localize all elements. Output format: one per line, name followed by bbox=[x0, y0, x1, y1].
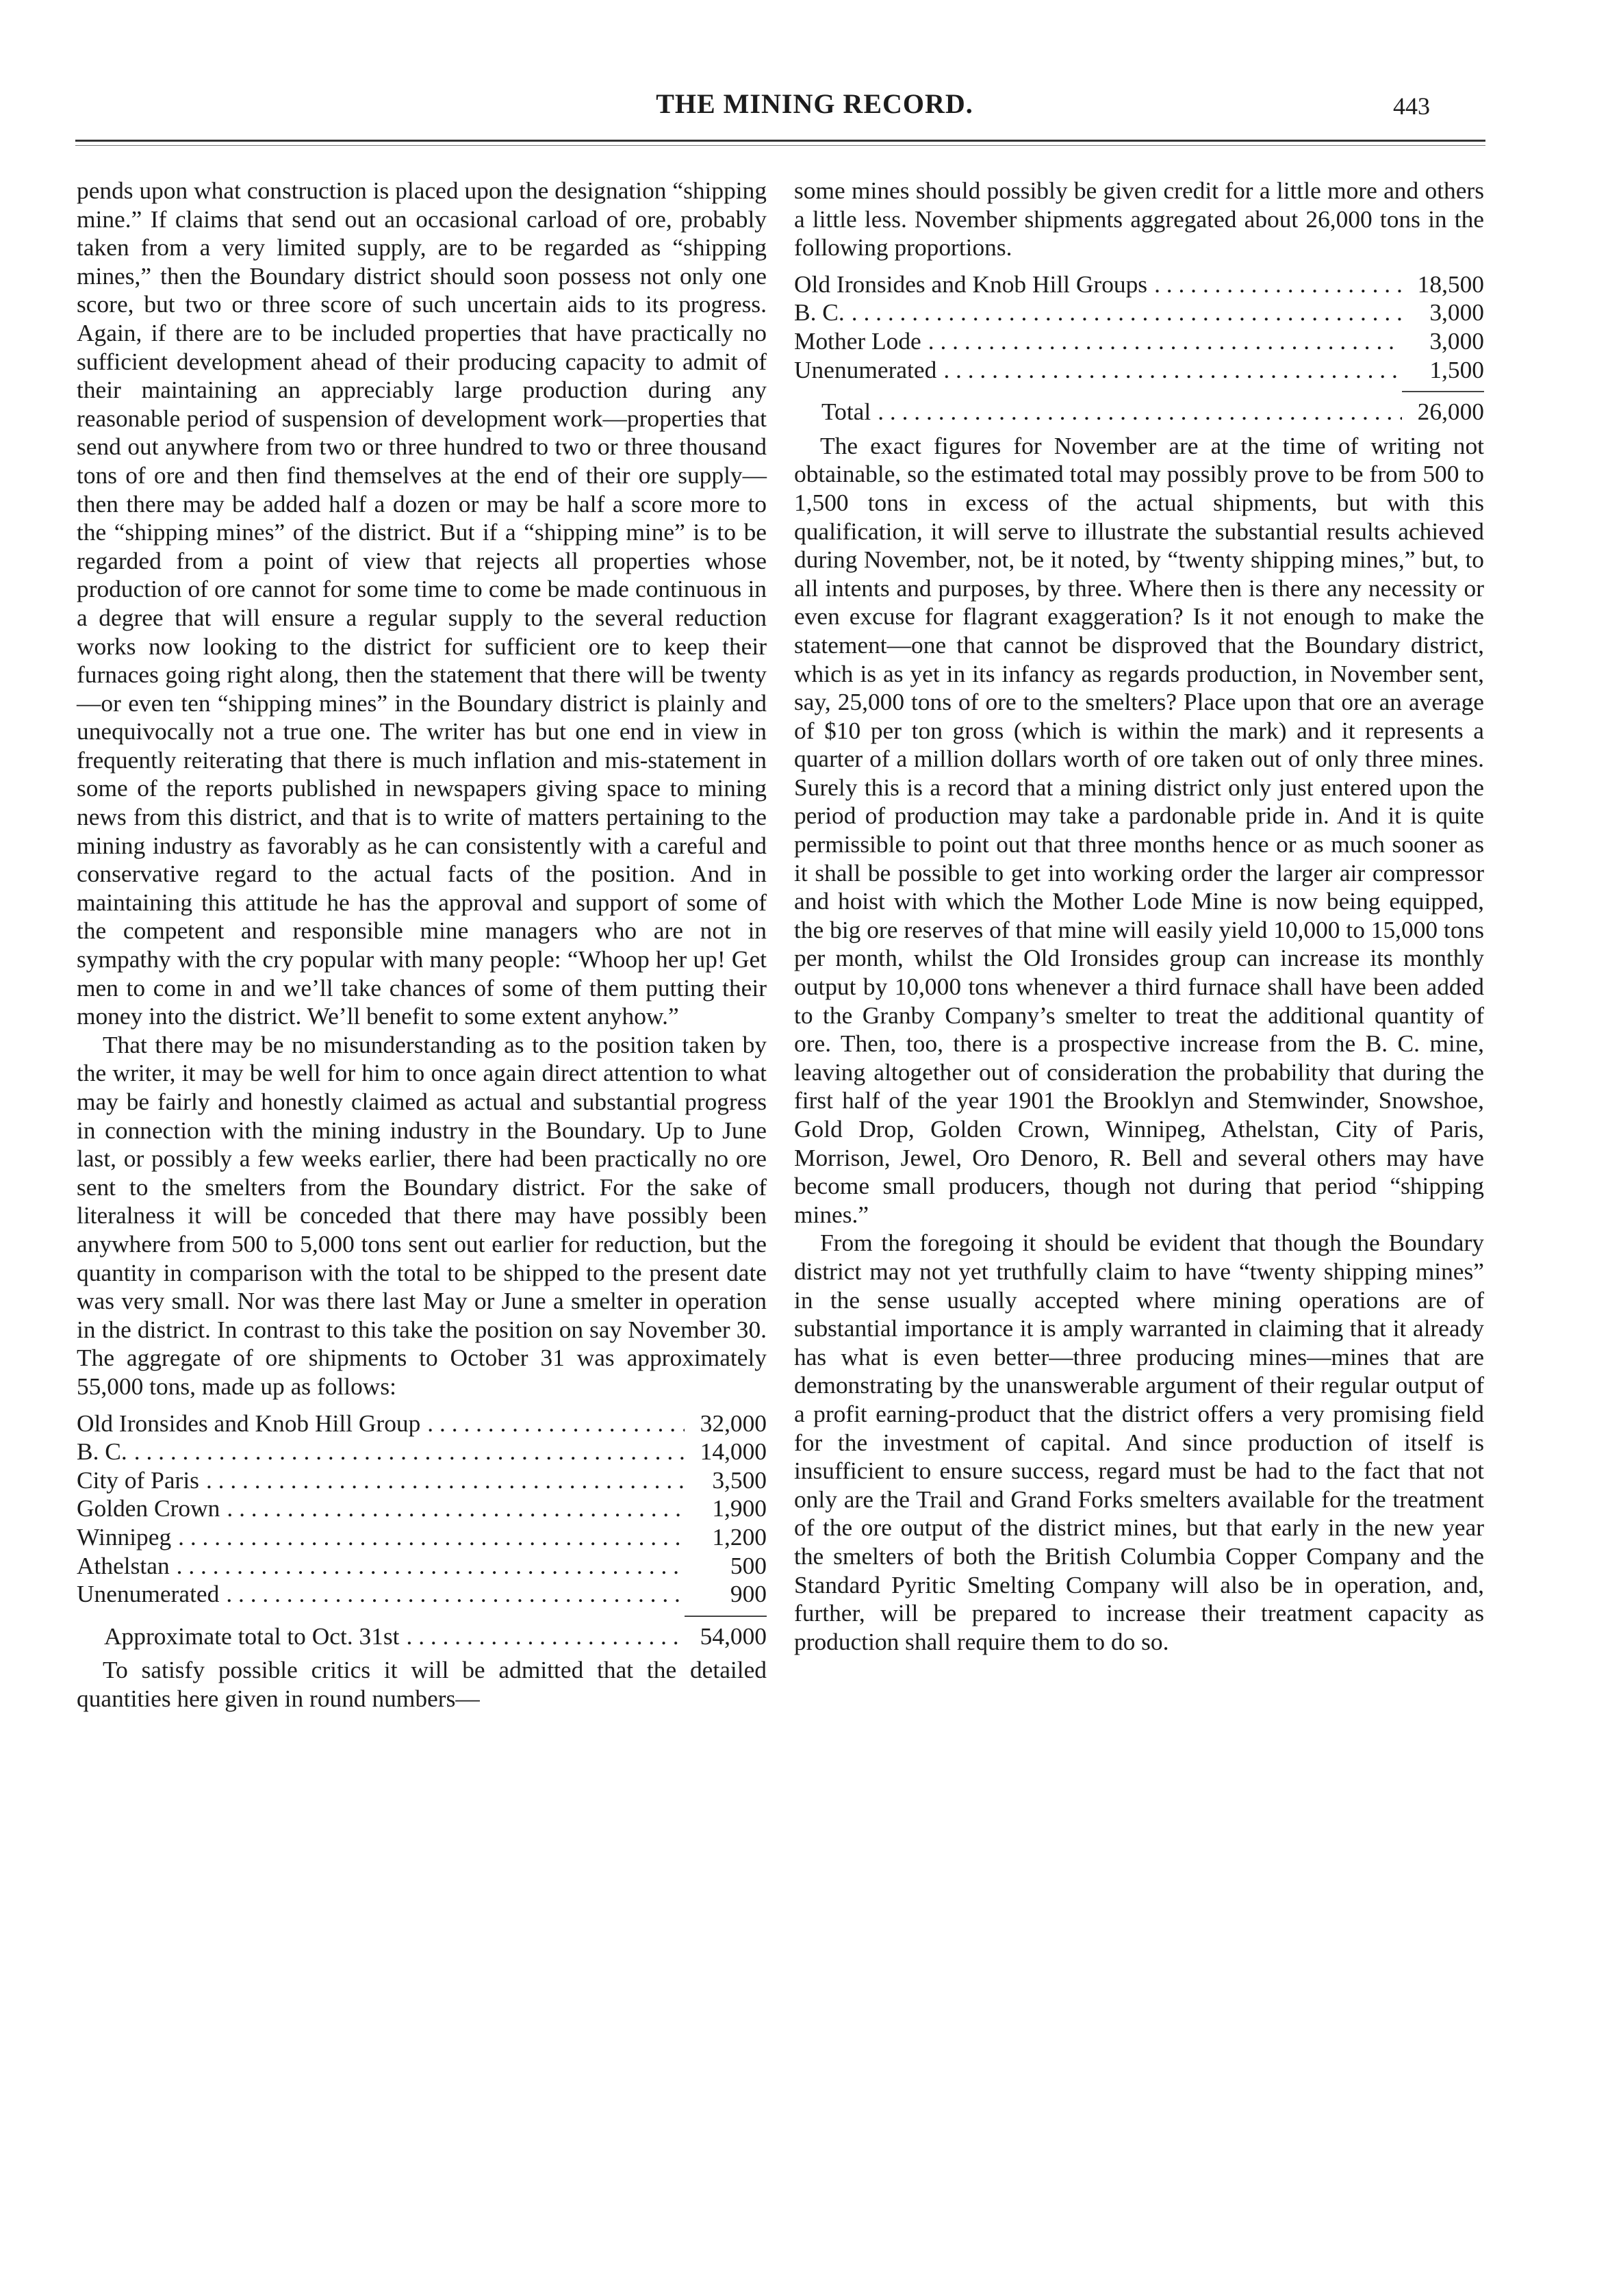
shipments-to-october-table bbox=[77, 1410, 767, 1651]
header-rule-thin bbox=[75, 145, 1485, 146]
table-row bbox=[77, 1523, 767, 1552]
right-paragraph-2: The exact figures for November are at the time of writing not obtainable, so the estimated total may possibly prove to be from 500 to 1,500 tons in excess of the actual shipments, but with this qualification, it will serve to illustrate the substantial results achieved during November, not, be it noted, by “twenty shipping mines,” but, to all intents and purposes, by three. Where then is there any necessity or even excuse for flagrant exaggeration? Is it not enough to make the statement—one that cannot be disproved that the Boundary district, which is as yet in its infancy as regards production, in November sent, say, 25,000 tons of ore to the smelters? Place upon that ore an average of $10 per ton gross (which is within the mark) and it represents a quarter of a million dollars worth of ore taken out of only three mines. Surely this is a record that a mining district only just entered upon the period of production may take a pardonable pride in. And it is quite permissible to point out that three months hence or as much sooner as it shall be possible to get into working order the larger air compressor and hoist with which the Mother Lode Mine is now being equipped, the big ore reserves of that mine will easily yield 10,000 to 15,000 tons per month, whilst the Old Ironsides group can increase its monthly output by 10,000 tons whenever a third furnace shall have been added to the Granby Company’s smelter to treat the additional quantity of ore. Then, too, there is a prospective increase from the B. C. mine, leaving altogether out of consideration the probability that during the first half of the year 1901 the Brooklyn and Stemwinder, Snowshoe, Gold Drop, Golden Crown, Winnipeg, Athelstan, City of Paris, Morrison, Jewel, Oro Denoro, R. Bell and several others may have become small producers, though not during that period “shipping mines.” bbox=[794, 431, 1484, 1228]
left-paragraph-1: pends upon what construction is placed upon the designation “shipping mine.” If claims that send out an occasional carload of ore, probably taken from a very limited supply, are to be regarded as “shipping mines,” then the Boundary district should soon possess not only one score, but two or three score of such uncertain aids to its progress. Again, if there are to be included properties that have practically no sufficient development ahead of their producing capacity to admit of their maintaining an appreciably large production during any reasonable period of suspension of development work—properties that send out anywhere from two or three hundred to two or three thousand tons of ore and then find themselves at the end of their ore supply—then there may be added half a dozen or may be half a score more to the “shipping mines” of the district. But if a “shipping mine” is to be regarded from a point of view that rejects all properties whose production of ore cannot for some time to come be made continuous in a degree that will ensure a regular supply to the several reduction works now looking to the district for sufficient ore to keep their furnaces going right along, then the statement that there will be twenty—or even ten “shipping mines” in the Boundary district is plainly and unequivocally not a true one. The writer has but one end in view in frequently reiterating that there is much inflation and mis-statement in some of the reports published in newspapers giving space to mining news from this district, and that is to write of matters pertaining to the mining industry as favorably as he can consistently with a careful and conservative regard to the actual facts of the position. And in maintaining this attitude he has the approval and support of some of the competent and responsible mine managers who are not in sympathy with the cry popular with many people: “Whoop her up! Get men to come in and we’ll take chances of some of them putting their money into the district. We’ll benefit to some extent anyhow.” bbox=[77, 177, 767, 1030]
mine-name: Winnipeg bbox=[77, 1522, 172, 1551]
total-rule bbox=[1402, 391, 1484, 392]
tonnage: 3,000 bbox=[1429, 298, 1484, 327]
journal-title: THE MINING RECORD. bbox=[656, 88, 973, 119]
left-paragraph-2: That there may be no misunderstanding as to the position taken by the writer, it may be well for him to once again direct attention to what may be fairly and honestly claimed as actual and substantial progress in connection with the mining industry in the Boundary. Up to June last, or possibly a few weeks earlier, there had been practically no ore sent to the smelters from the Boundary district. For the sake of literalness it will be conceded that there may have possibly been anywhere from 500 to 5,000 tons sent out earlier for reduction, but the quantity in comparison with the total to be shipped to the present date was very small. Nor was there last May or June a smelter in operation in the district. In contrast to this take the position on say November 30. The aggregate of ore shipments to October 31 was approximately 55,000 tons, made up as follows: bbox=[77, 1030, 767, 1400]
left-paragraph-3: To satisfy possible critics it will be admitted that the detailed quantities here given in round numbers— bbox=[77, 1656, 767, 1712]
table-row bbox=[77, 1438, 767, 1466]
mine-name: Athelstan bbox=[77, 1551, 170, 1579]
total-value: 54,000 bbox=[700, 1622, 767, 1650]
left-column bbox=[77, 177, 767, 1713]
mine-name: Unenumerated bbox=[794, 355, 937, 383]
tonnage: 1,500 bbox=[1429, 355, 1484, 383]
table-total-row bbox=[77, 1622, 767, 1651]
tonnage: 900 bbox=[730, 1580, 767, 1608]
tonnage: 1,200 bbox=[712, 1522, 767, 1551]
mine-name: B. C. bbox=[77, 1438, 127, 1466]
tonnage: 1,900 bbox=[712, 1494, 767, 1522]
table-row bbox=[794, 298, 1484, 327]
table-row bbox=[77, 1410, 767, 1438]
table-total-row bbox=[794, 398, 1484, 426]
running-head bbox=[0, 88, 1621, 129]
tonnage: 500 bbox=[730, 1551, 767, 1579]
tonnage: 3,000 bbox=[1429, 327, 1484, 355]
right-column bbox=[794, 177, 1484, 1656]
mine-name: Mother Lode bbox=[794, 327, 921, 355]
right-paragraph-1: some mines should possibly be given credit for a little more and others a little less. November shipments aggregated about 26,000 tons in the following proportions. bbox=[794, 177, 1484, 262]
mine-name: Old Ironsides and Knob Hill Group bbox=[77, 1409, 421, 1437]
table-row bbox=[77, 1466, 767, 1495]
mine-name: B. C. bbox=[794, 298, 845, 327]
table-row bbox=[77, 1552, 767, 1581]
table-row bbox=[77, 1494, 767, 1523]
tonnage: 14,000 bbox=[700, 1438, 767, 1466]
mine-name: Old Ironsides and Knob Hill Groups bbox=[794, 270, 1148, 298]
total-label: Approximate total to Oct. 31st bbox=[104, 1622, 400, 1650]
page-number: 443 bbox=[1393, 92, 1430, 120]
header-rule bbox=[75, 140, 1485, 142]
mine-name: City of Paris bbox=[77, 1466, 199, 1494]
mine-name: Unenumerated bbox=[77, 1580, 220, 1608]
total-rule bbox=[685, 1616, 767, 1617]
table-row bbox=[794, 356, 1484, 385]
table-row bbox=[794, 270, 1484, 299]
total-label: Total bbox=[821, 398, 871, 426]
tonnage: 32,000 bbox=[700, 1409, 767, 1437]
tonnage: 18,500 bbox=[1417, 270, 1484, 298]
total-value: 26,000 bbox=[1417, 398, 1484, 426]
mine-name: Golden Crown bbox=[77, 1494, 220, 1522]
tonnage: 3,500 bbox=[712, 1466, 767, 1494]
table-row bbox=[77, 1580, 767, 1609]
table-row bbox=[794, 327, 1484, 356]
november-shipments-table bbox=[794, 270, 1484, 426]
right-paragraph-3: From the foregoing it should be evident that though the Boundary district may not yet truthfully claim to have “twenty shipping mines” in the sense usually accepted where mining operations are of substantial importance it is amply warranted in claiming that it already has what is even better—three producing mines—mines that are demonstrating by the unanswerable argument of their regular output of a profit earning-product that the district offers a very promising field for the investment of capital. And since production of itself is insufficient to ensure success, regard must be had to the fact that not only are the Trail and Grand Forks smelters available for the treatment of the ore output of the district mines, but that early in the new year the smelters of both the British Columbia Copper Company and the Standard Pyritic Smelting Company will also be in operation, and, further, will be prepared to increase their treatment capacity as production shall require them to do so. bbox=[794, 1229, 1484, 1655]
